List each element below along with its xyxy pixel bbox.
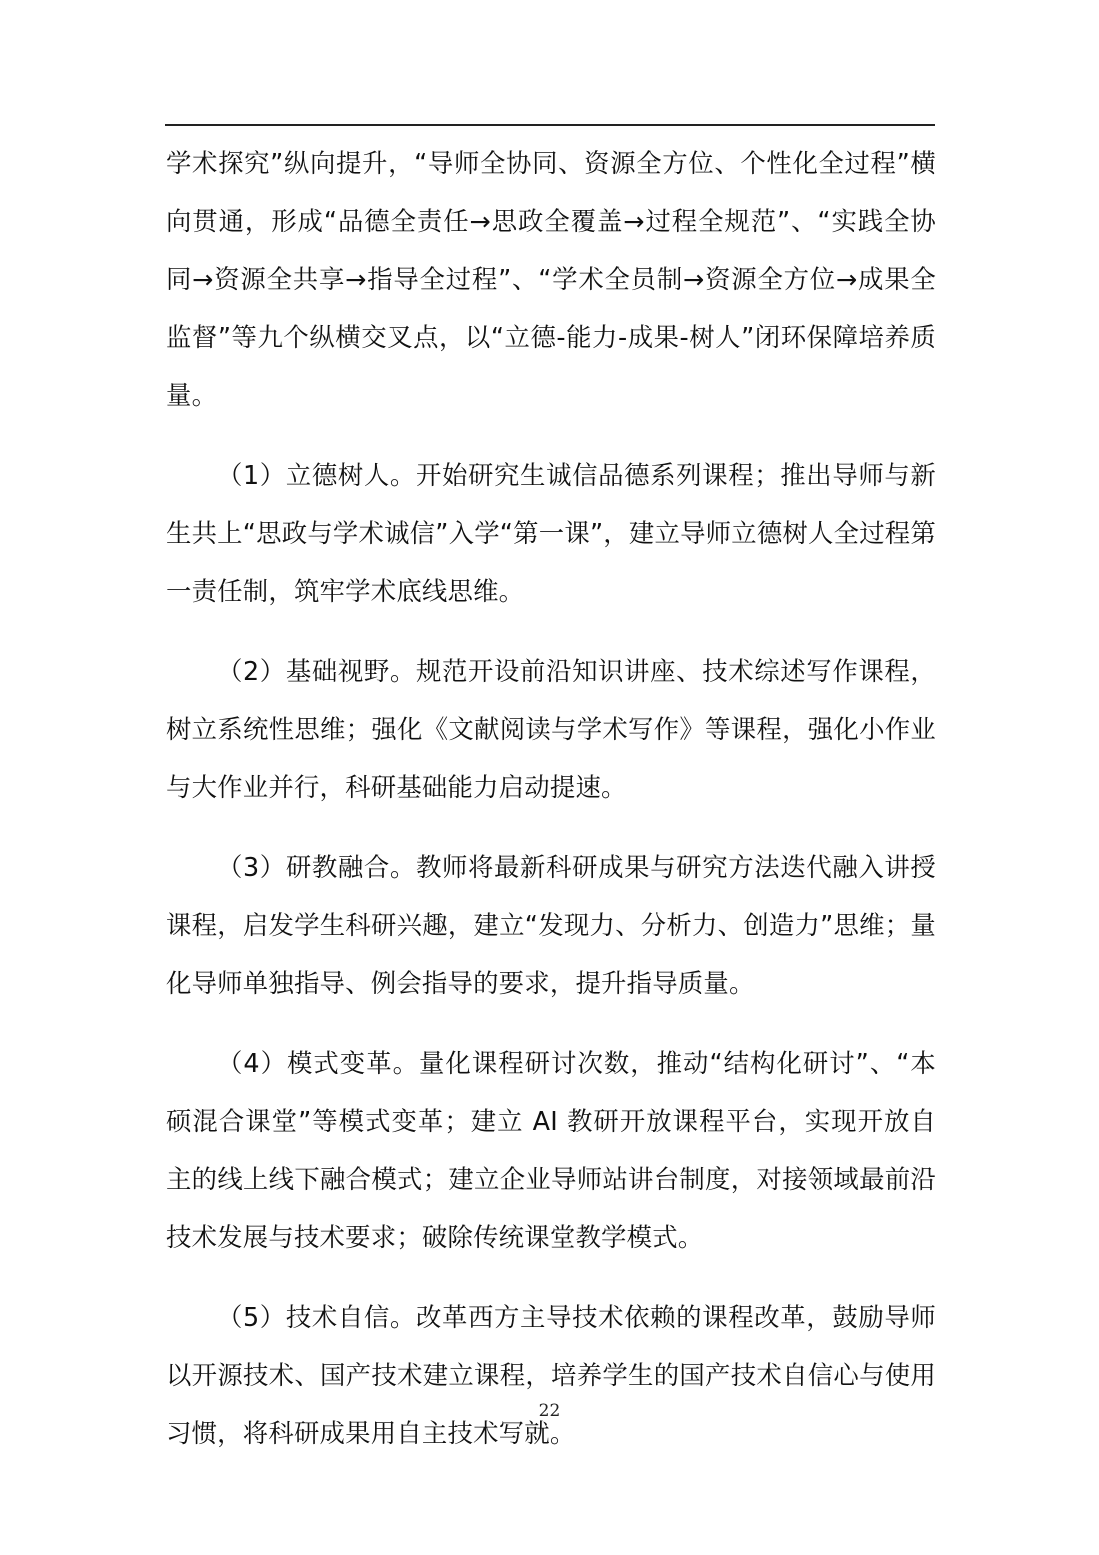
paragraph-item-5: （5）技术自信。改革西方主导技术依赖的课程改革，鼓励导师以开源技术、国产技术建立课程，培养学生的国产技术自信心与使用习惯，将科研成果用自主技术写就。	[166, 1302, 936, 1448]
paragraph-item-1: （1）立德树人。开始研究生诚信品德系列课程；推出导师与新生共上“思政与学术诚信”入学“第一课”，建立导师立德树人全过程第一责任制，筑牢学术底线思维。	[166, 460, 936, 606]
header-rule	[165, 124, 935, 126]
paragraph-item-4: （4）模式变革。量化课程研讨次数，推动“结构化研讨”、“本硕混合课堂”等模式变革；建立 AI 教研开放课程平台，实现开放自主的线上线下融合模式；建立企业导师站讲台制度，对接领域最前沿技术发展与技术要求；破除传统课堂教学模式。	[166, 1048, 936, 1252]
body-text	[166, 134, 936, 1462]
paragraph-item-3: （3）研教融合。教师将最新科研成果与研究方法迭代融入讲授课程，启发学生科研兴趣，建立“发现力、分析力、创造力”思维；量化导师单独指导、例会指导的要求，提升指导质量。	[166, 852, 936, 998]
paragraph-intro-continued: 学术探究”纵向提升，“导师全协同、资源全方位、个性化全过程”横向贯通，形成“品德全责任→思政全覆盖→过程全规范”、“实践全协同→资源全共享→指导全过程”、“学术全员制→资源全方位→成果全监督”等九个纵横交叉点，以“立德-能力-成果-树人”闭环保障培养质量。	[166, 148, 936, 410]
page-number: 22	[538, 1401, 561, 1421]
paragraph-item-2: （2）基础视野。规范开设前沿知识讲座、技术综述写作课程，树立系统性思维；强化《文献阅读与学术写作》等课程，强化小作业与大作业并行，科研基础能力启动提速。	[166, 656, 936, 802]
